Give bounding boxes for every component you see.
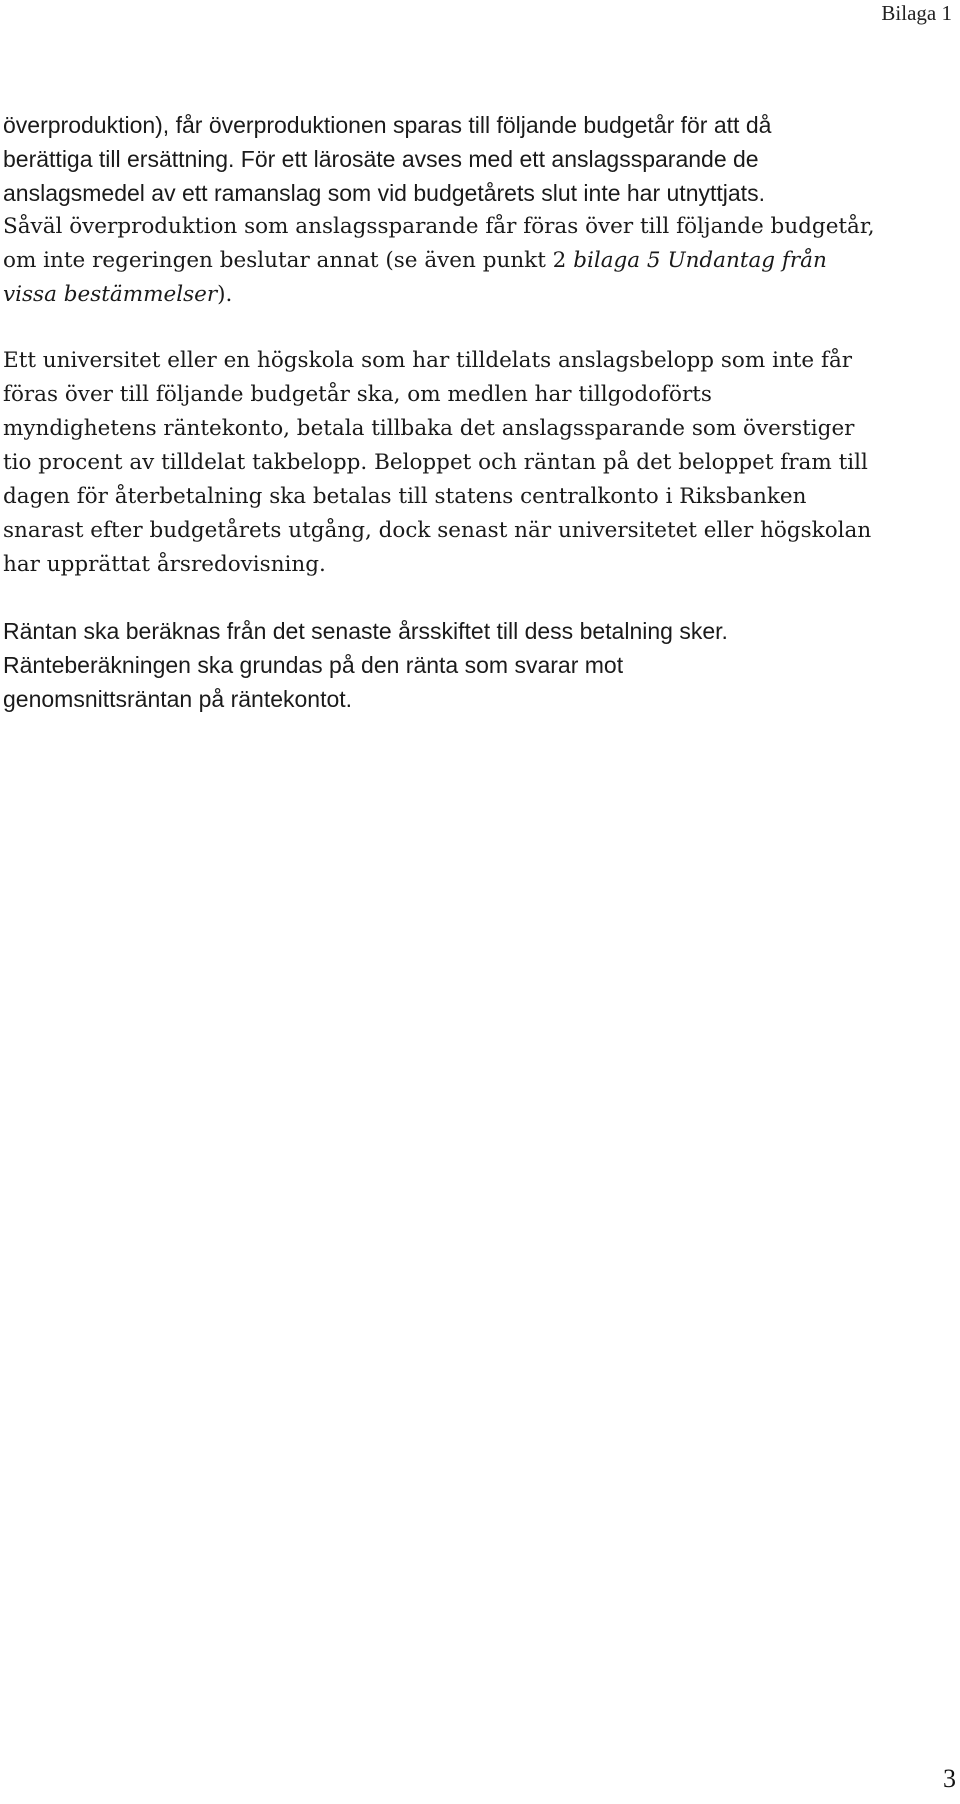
paragraph-2-line-4: tio procent av tilldelat takbelopp. Beloppet och räntan på det beloppet fram till bbox=[3, 450, 868, 475]
paragraph-2-line-5: dagen för återbetalning ska betalas till statens centralkonto i Riksbanken bbox=[3, 484, 807, 509]
paragraph-3 bbox=[3, 614, 955, 716]
paragraph-3-line-3: genomsnittsräntan på räntekontot. bbox=[3, 686, 353, 712]
page-number: 3 bbox=[943, 1764, 956, 1793]
paragraph-1-line-3: anslagsmedel av ett ramanslag som vid budgetårets slut inte har utnyttjats. bbox=[3, 180, 765, 206]
paragraph-1 bbox=[3, 108, 955, 312]
paragraph-2-line-3: myndighetens räntekonto, betala tillbaka det anslagssparande som överstiger bbox=[3, 416, 855, 441]
paragraph-1-line-6-italic: vissa bestämmelser bbox=[3, 282, 218, 307]
paragraph-1-line-6 bbox=[3, 278, 955, 312]
paragraph-2-line-2: föras över till följande budgetår ska, om medlen har tillgodoförts bbox=[3, 382, 712, 407]
paragraph-3-line-1: Räntan ska beräknas från det senaste årsskiftet till dess betalning sker. bbox=[3, 618, 728, 644]
page-header-label: Bilaga 1 bbox=[881, 1, 952, 25]
paragraph-3-line-2: Ränteberäkningen ska grundas på den ränta som svarar mot bbox=[3, 652, 624, 678]
paragraph-1-line-6-text: ). bbox=[217, 282, 233, 307]
document-body bbox=[3, 108, 955, 748]
paragraph-1-line-5-italic: bilaga 5 Undantag från bbox=[573, 248, 827, 273]
paragraph-1-line-4: Såväl överproduktion som anslagssparande får föras över till följande budgetår, bbox=[3, 214, 875, 239]
paragraph-2-line-7: har upprättat årsredovisning. bbox=[3, 552, 326, 577]
paragraph-1-line-5-text: om inte regeringen beslutar annat (se även punkt 2 bbox=[3, 248, 574, 273]
paragraph-2-line-1: Ett universitet eller en högskola som har tilldelats anslagsbelopp som inte får bbox=[3, 348, 853, 373]
paragraph-2 bbox=[3, 344, 955, 582]
paragraph-1-line-5 bbox=[3, 244, 955, 278]
paragraph-2-line-6: snarast efter budgetårets utgång, dock senast när universitetet eller högskolan bbox=[3, 518, 872, 543]
paragraph-1-line-2: berättiga till ersättning. För ett lärosäte avses med ett anslagssparande de bbox=[3, 146, 759, 172]
paragraph-1-line-1: överproduktion), får överproduktionen sparas till följande budgetår för att då bbox=[3, 112, 772, 138]
